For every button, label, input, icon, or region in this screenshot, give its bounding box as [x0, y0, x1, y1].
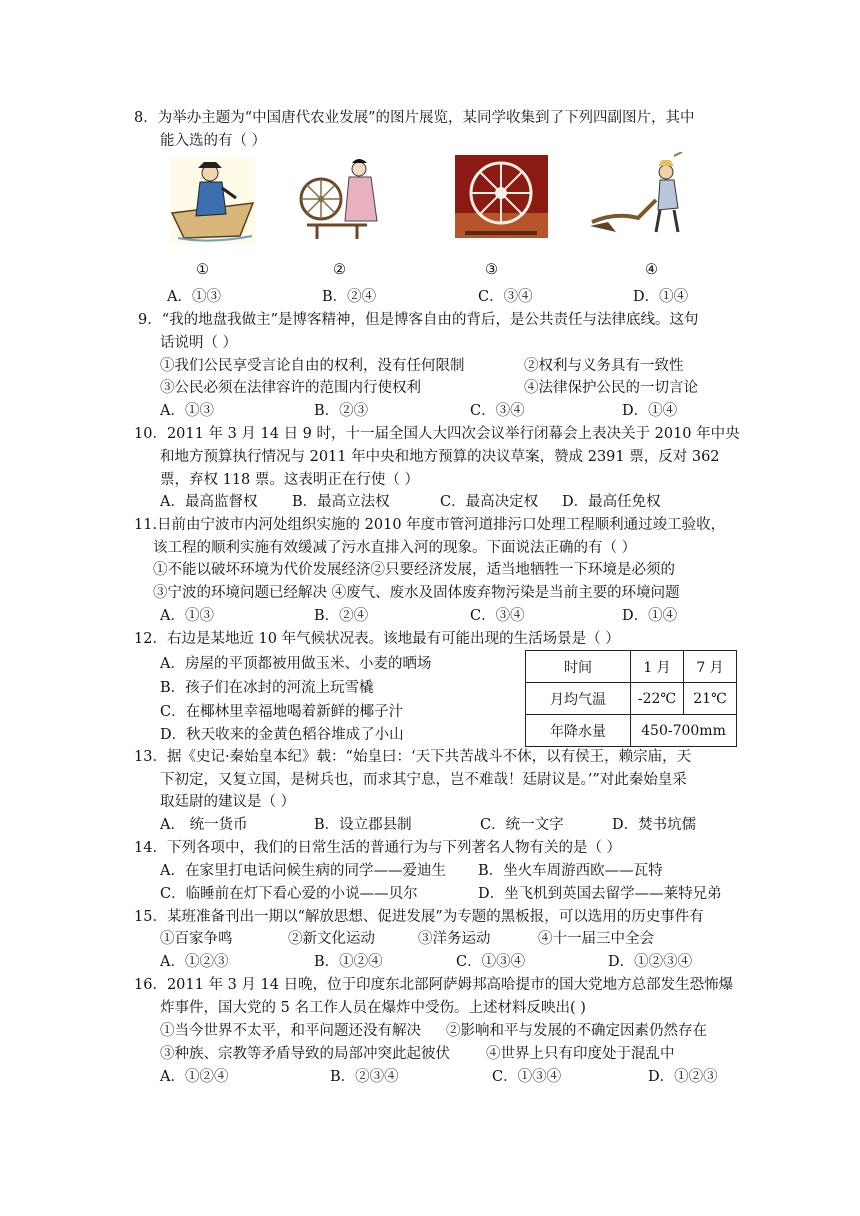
- q11-option-d: D．①④: [622, 608, 678, 624]
- table-cell: 7 月: [684, 651, 737, 683]
- q16-statement-1: ①当今世界不太平，和平问题还没有解决: [160, 1023, 421, 1039]
- q9-statement-1: ①我们公民享受言论自由的权利，没有任何限制: [160, 358, 465, 374]
- q10-stem-line2: 和地方预算执行情况与 2011 年中央和地方预算的决议草案，赞成 2391 票，反对 362: [160, 449, 720, 465]
- q11-statements-2: ③宁波的环境问题已经解决 ④废气、废水及固体废弃物污染是当前主要的环境问题: [153, 585, 680, 601]
- q9-option-b: B．②③: [314, 403, 369, 419]
- waterwheel-image: [455, 155, 548, 238]
- q11-stem-line1: 11.日前由宁波市内河处组织实施的 2010 年度市管河道排污口处理工程顺利通过竣工验收，: [134, 517, 726, 533]
- q8-stem-line1: 8．为举办主题为“中国唐代农业发展”的图片展览，某同学收集到了下列四副图片，其中: [134, 110, 695, 126]
- q16-option-b: B．②③④: [330, 1069, 399, 1085]
- q9-statement-2: ②权利与义务具有一致性: [524, 358, 684, 374]
- q16-stem-line1: 16．2011 年 3 月 14 日晚，位于印度东北部阿萨姆邦高哈提市的国大党地方总部发生恐怖爆: [134, 977, 734, 993]
- q8-option-a: A．①③: [167, 289, 221, 305]
- q9-option-a: A．①③: [160, 403, 214, 419]
- q10-option-b: B．最高立法权: [292, 494, 390, 510]
- q8-option-c: C．③④: [478, 289, 533, 305]
- spinning-wheel-woman-image: [297, 155, 385, 243]
- q12-option-b: B．孩子们在冰封的河流上玩雪橇: [160, 680, 374, 696]
- q8-pic-label-3: ③: [485, 262, 498, 278]
- q10-option-c: C．最高决定权: [440, 494, 539, 510]
- q8-pic-label-1: ①: [196, 262, 209, 278]
- q11-statements-1: ①不能以破坏环境为代价发展经济②只要经济发展，适当地牺牲一下环境是必须的: [153, 562, 675, 578]
- q15-option-b: B．①②④: [314, 954, 383, 970]
- q10-option-a: A．最高监督权: [160, 494, 258, 510]
- q13-option-c: C．统一文字: [480, 817, 564, 833]
- q15-item-3: ③洋务运动: [418, 931, 491, 947]
- q15-option-d: D．①②③④: [608, 954, 693, 970]
- table-cell: 月均气温: [526, 683, 631, 715]
- q8-pic-label-2: ②: [333, 262, 346, 278]
- person-in-boat-image: [170, 158, 255, 244]
- q16-option-c: C．①③④: [492, 1069, 562, 1085]
- q16-statement-2: ②影响和平与发展的不确定因素仍然存在: [446, 1023, 707, 1039]
- plough-farmer-image: [586, 152, 686, 240]
- table-cell: 450-700mm: [631, 715, 737, 747]
- q10-option-d: D．最高任免权: [562, 494, 661, 510]
- q14-option-d: D．坐飞机到英国去留学——莱特兄弟: [478, 886, 722, 902]
- q11-option-c: C．③④: [470, 608, 525, 624]
- q15-option-a: A．①②③: [160, 954, 229, 970]
- q10-stem-line3: 票，弃权 118 票。这表明正在行使（ ）: [160, 472, 420, 488]
- q13-option-d: D．焚书坑儒: [612, 817, 697, 833]
- q9-statement-3: ③公民必须在法律容许的范围内行使权利: [160, 380, 421, 396]
- q8-stem-line2: 能入选的有（ ）: [160, 133, 267, 149]
- q9-stem-line1: 9．“我的地盘我做主”是博客精神，但是博客自由的背后，是公共责任与法律底线。这句: [138, 312, 699, 328]
- q13-stem-line3: 取廷尉的建议是（ ）: [160, 794, 296, 810]
- q15-item-2: ②新文化运动: [288, 931, 375, 947]
- table-cell: 1 月: [631, 651, 684, 683]
- q11-option-a: A．①③: [160, 608, 214, 624]
- q16-option-d: D．①②③: [648, 1069, 718, 1085]
- q13-stem-line2: 下初定，又复立国，是树兵也，而求其宁息，岂不难哉！廷尉议是。’”对此秦始皇采: [160, 772, 687, 788]
- q14-option-c: C．临睡前在灯下看心爱的小说——贝尔: [160, 886, 418, 902]
- climate-table: [525, 650, 737, 747]
- q14-option-a: A．在家里打电话问候生病的同学——爱迪生: [160, 863, 446, 879]
- q9-statement-4: ④法律保护公民的一切言论: [524, 380, 698, 396]
- q16-statement-4: ④世界上只有印度处于混乱中: [486, 1046, 675, 1062]
- q12-stem: 12．右边是某地近 10 年气候状况表。该地最有可能出现的生活场景是（ ）: [134, 631, 620, 647]
- q16-option-a: A．①②④: [160, 1069, 229, 1085]
- table-cell: -22℃: [631, 683, 684, 715]
- q13-option-a: A． 统一货币: [160, 817, 248, 833]
- climate-table-row: [526, 683, 737, 715]
- table-cell: 年降水量: [526, 715, 631, 747]
- q16-statement-3: ③种族、宗教等矛盾导致的局部冲突此起彼伏: [160, 1046, 450, 1062]
- q12-option-d: D．秋天收来的金黄色稻谷堆成了小山: [160, 727, 404, 743]
- q14-option-b: B．坐火车周游西欧——瓦特: [478, 863, 663, 879]
- q14-stem: 14．下列各项中，我们的日常生活的普通行为与下列著名人物有关的是（ ）: [134, 840, 622, 856]
- table-cell: 时间: [526, 651, 631, 683]
- q12-option-c: C．在椰林里幸福地喝着新鲜的椰子汁: [160, 704, 404, 720]
- q11-stem-line2: 该工程的顺利实施有效缓减了污水直排入河的现象。下面说法正确的有（ ）: [153, 540, 637, 556]
- q15-option-c: C．①③④: [456, 954, 526, 970]
- q15-item-1: ①百家争鸣: [160, 931, 233, 947]
- q8-option-b: B．②④: [322, 289, 377, 305]
- q8-pic-label-4: ④: [645, 262, 658, 278]
- q9-stem-line2: 话说明（ ）: [160, 335, 238, 351]
- q9-option-d: D．①④: [622, 403, 678, 419]
- q13-option-b: B．设立郡县制: [314, 817, 412, 833]
- q9-option-c: C．③④: [470, 403, 525, 419]
- q8-option-d: D．①④: [633, 289, 689, 305]
- table-cell: 21℃: [684, 683, 737, 715]
- climate-table-row: [526, 715, 737, 747]
- q10-stem-line1: 10．2011 年 3 月 14 日 9 时，十一届全国人大四次会议举行闭幕会上表决关于 2010 年中央: [134, 426, 740, 442]
- q12-option-a: A．房屋的平顶都被用做玉米、小麦的晒场: [160, 656, 432, 672]
- q16-stem-line2: 炸事件，国大党的 5 名工作人员在爆炸中受伤。上述材料反映出( ): [160, 1000, 586, 1016]
- q11-option-b: B．②④: [314, 608, 369, 624]
- q15-stem: 15．某班准备刊出一期以“解放思想、促进发展”为专题的黑板报，可以选用的历史事件有: [134, 909, 704, 925]
- climate-table-row: [526, 651, 737, 683]
- q15-item-4: ④十一届三中全会: [538, 931, 654, 947]
- q13-stem-line1: 13．据《史记·秦始皇本纪》载：“始皇曰：‘天下共苦战斗不休，以有侯王，赖宗庙，天: [134, 749, 692, 765]
